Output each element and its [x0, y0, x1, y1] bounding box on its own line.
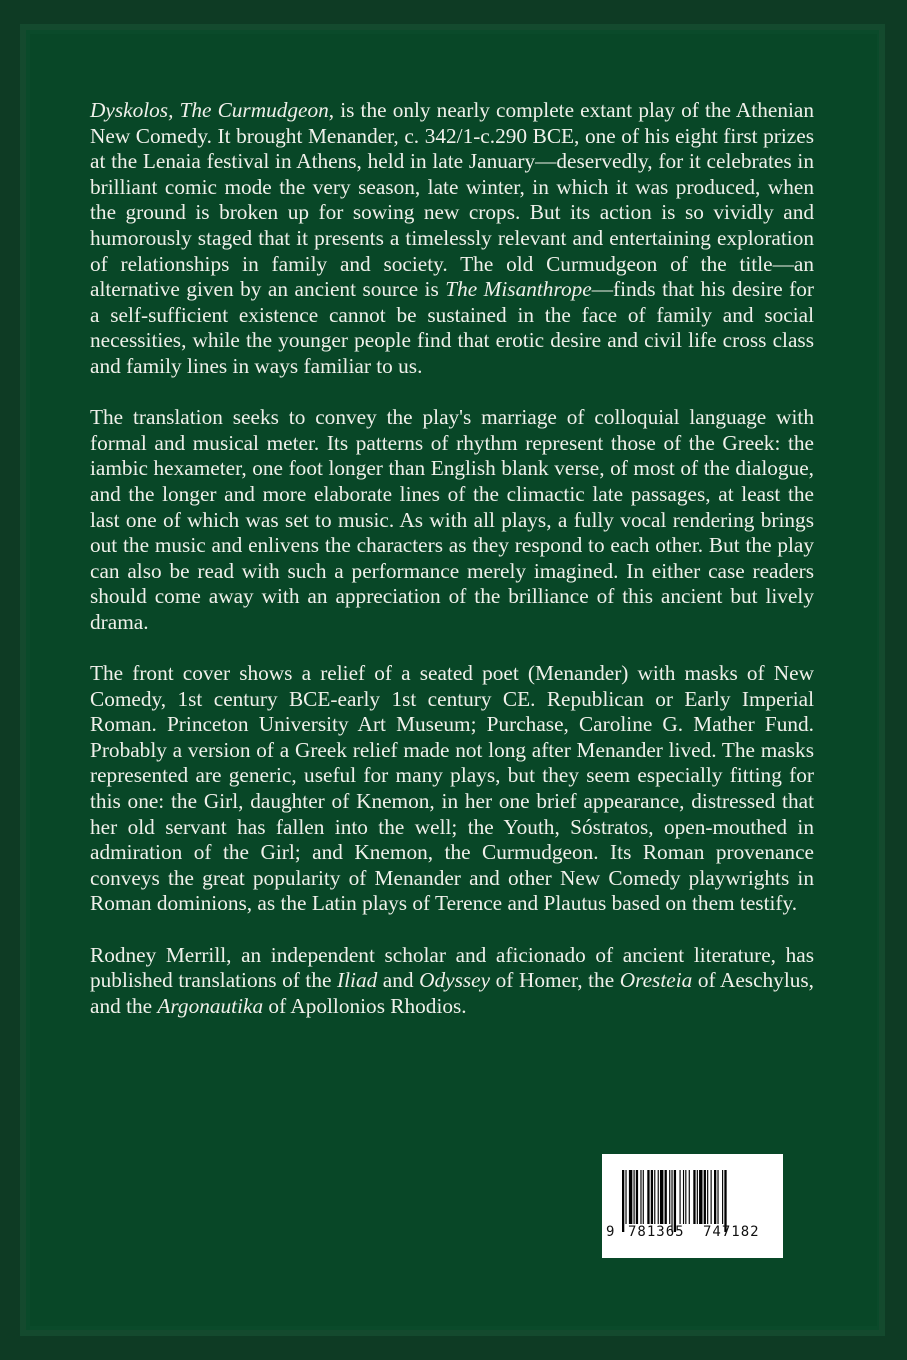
- barcode-bar: [636, 1170, 638, 1224]
- barcode-bar: [704, 1170, 706, 1224]
- alternative-title: The Misanthrope: [445, 277, 592, 302]
- barcode-bar: [724, 1170, 726, 1232]
- barcode-bar: [654, 1170, 655, 1224]
- barcode-bar: [625, 1170, 626, 1224]
- barcode-bar: [717, 1170, 718, 1224]
- barcode-bar: [685, 1170, 686, 1224]
- isbn-barcode: [602, 1154, 783, 1258]
- barcode-bar: [640, 1170, 641, 1224]
- paragraph-author-bio: Rodney Merrill, an independent scholar and aficionado of ancient literature, has published translations of the Iliad and Odyssey of Homer, the Oresteia of Aeschylus, and the Argonautika of Apollonios Rhodios.: [90, 942, 814, 1018]
- barcode-bar: [651, 1170, 653, 1224]
- paragraph-synopsis: [90, 98, 814, 380]
- barcode-bar: [722, 1170, 723, 1224]
- barcode-bar: [669, 1170, 670, 1224]
- barcode-digit-first: 9: [606, 1224, 615, 1240]
- barcode-bar: [647, 1170, 649, 1224]
- barcode-bar: [683, 1170, 684, 1224]
- play-title: Dyskolos, The Curmudgeon: [90, 98, 329, 122]
- work-oresteia: Oresteia: [619, 968, 693, 993]
- paragraph-translation: The translation seeks to convey the play's marriage of colloquial language with formal and musical meter. Its patterns of rhythm represent those of the Greek: the iambic hexameter, one foot longer than English blank verse, of most of the dialogue, and the longer and more elaborate lines of the climactic late passages, at least the last one of which was set to music. As with all plays, a fully vocal rendering brings out the music and enlivens the characters as they respond to each other. But the play can also be read with such a performance merely imagined. In either case readers should come away with an appreciation of the brilliance of this ancient but lively drama.: [90, 405, 814, 634]
- work-odyssey: Odyssey: [419, 968, 491, 993]
- barcode-bar: [658, 1170, 659, 1224]
- barcode-digits: [602, 1224, 783, 1244]
- work-iliad: Iliad: [337, 968, 378, 993]
- barcode-bar: [699, 1170, 702, 1224]
- barcode-bar: [674, 1170, 676, 1232]
- barcode-bar: [671, 1170, 672, 1232]
- barcode-digits-left: 781365: [628, 1224, 685, 1240]
- barcode-bar: [634, 1170, 635, 1224]
- barcode-bar: [629, 1170, 632, 1224]
- barcode-bars: [620, 1170, 770, 1232]
- barcode-bar: [711, 1170, 712, 1224]
- paragraph-cover-art: The front cover shows a relief of a seated poet (Menander) with masks of New Comedy, 1st century BCE-early 1st century CE. Republican or Early Imperial Roman. Princeton University Art Museum; Purchase, Caroline G. Mather Fund. Probably a version of a Greek relief made not long after Menander lived. The masks represented are generic, useful for many plays, but they seem especially fitting for this one: the Girl, daughter of Knemon, in her one brief appearance, distressed that her old servant has fallen into the well; the Youth, Sóstratos, open-mouthed in admiration of the Girl; and Knemon, the Curmudgeon. Its Roman provenance conveys the great popularity of Menander and other New Comedy playwrights in Roman dominions, as the Latin plays of Terence and Plautus based on them testify.: [90, 661, 814, 916]
- barcode-bar: [660, 1170, 663, 1224]
- barcode-digits-right: 747182: [703, 1224, 760, 1240]
- barcode-bar: [707, 1170, 708, 1224]
- barcode-bar: [643, 1170, 644, 1224]
- barcode-bar: [680, 1170, 681, 1224]
- blurb-text: [90, 98, 814, 1045]
- barcode-bar: [697, 1170, 698, 1224]
- barcode-bar: [689, 1170, 690, 1224]
- barcode-bar: [693, 1170, 695, 1224]
- work-argonautika: Argonautika: [157, 993, 264, 1018]
- barcode-bar: [665, 1170, 667, 1224]
- barcode-bar: [714, 1170, 716, 1224]
- synopsis-text-a: , is the only nearly complete extant play of the Athenian New Comedy. It brought Menander, c. 342/1-c.290 BCE, one of his eight first prizes at the Lenaia festival in Athens, held in late January—deservedly, for it celebrates in brilliant comic mode the very season, late winter, in which it was produced, when the ground is broken up for sowing new crops. But its action is so vividly and humorously staged that it presents a timelessly relevant and entertaining exploration of relationships in family and society. The old Curmudgeon of the title—an alternative given by an ancient source is: [90, 98, 814, 302]
- synopsis-text-b: —finds that his desire for a self-sufficient existence cannot be sustained in the face of family and social necessities, while the younger people find that erotic desire and civil life cross class and family lines in ways familiar to us.: [90, 277, 814, 378]
- barcode-bar: [622, 1170, 624, 1232]
